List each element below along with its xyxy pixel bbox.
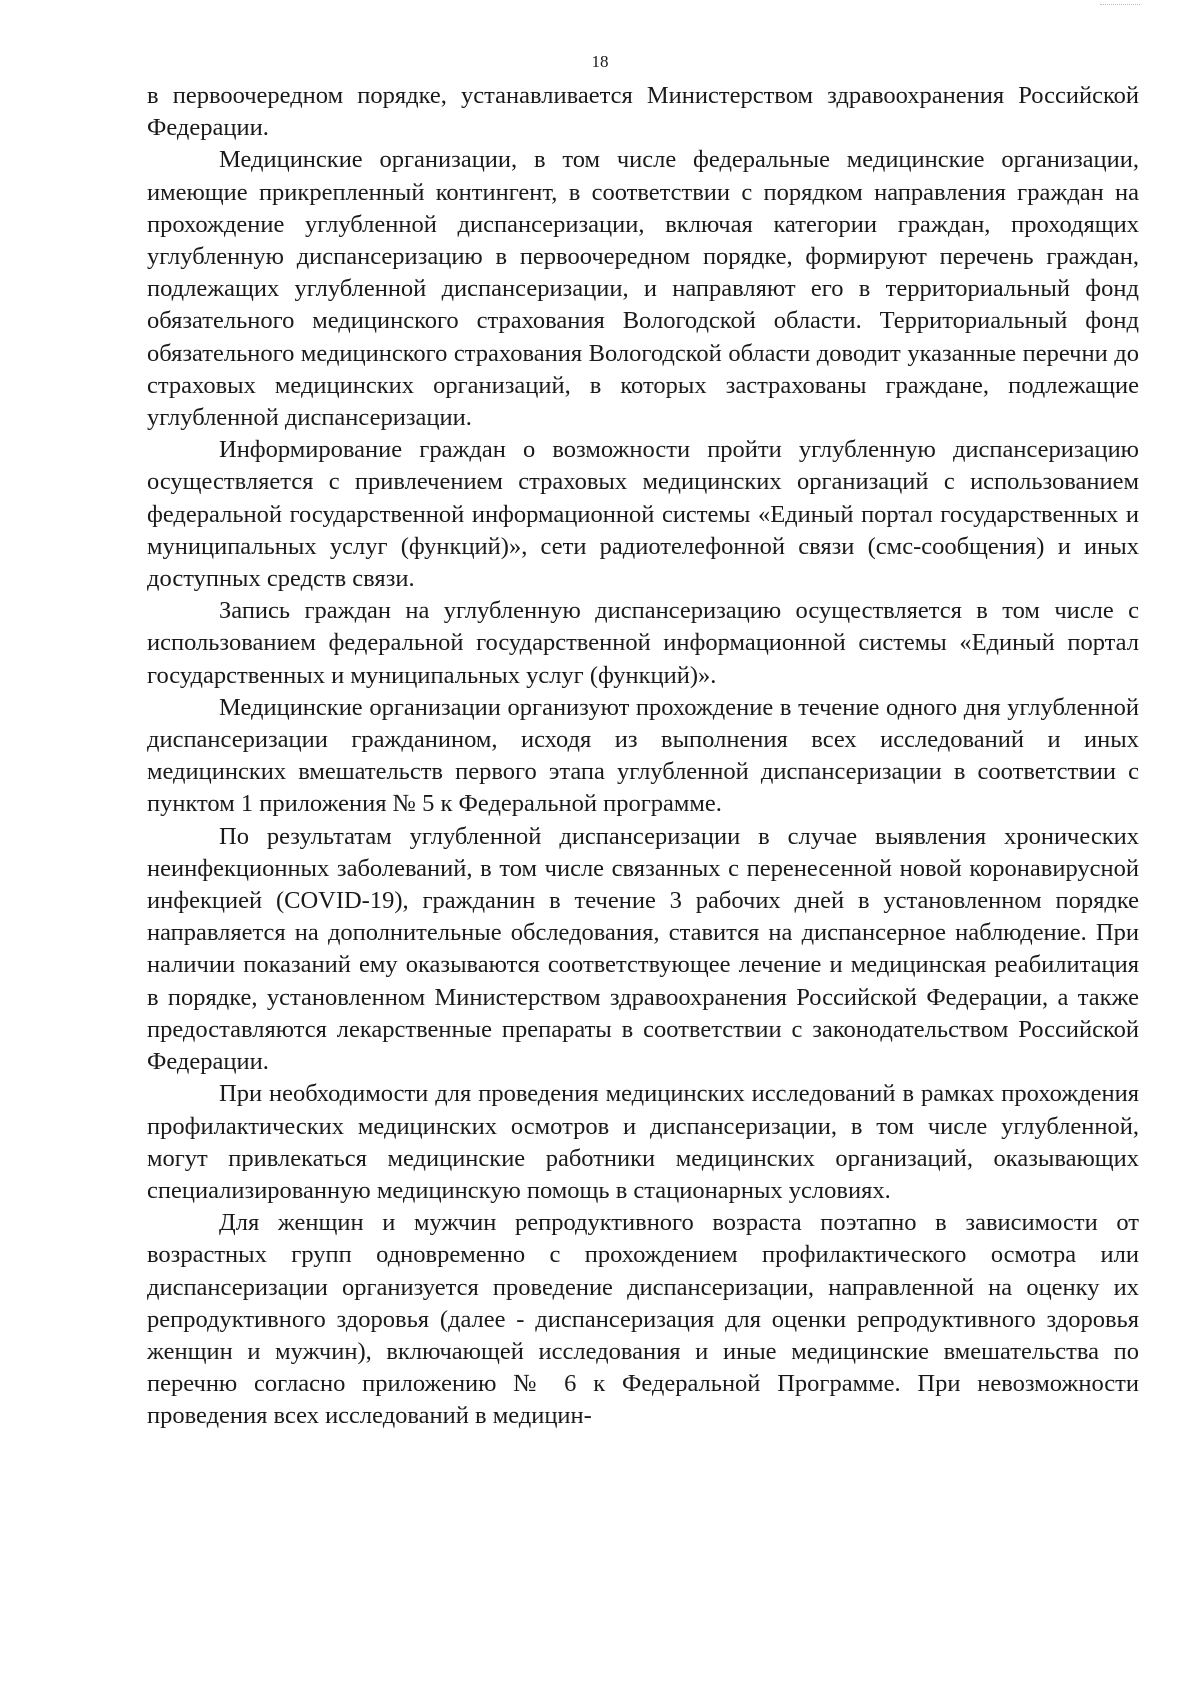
paragraph: Медицинские организации, в том числе федеральные медицинские организации, имеющие прикрепленный контингент, в соответствии с порядком направления граждан на прохождение углубленной диспансеризации, включая категории граждан, проходящих углубленную диспансеризацию в первоочередном порядке, формируют перечень граждан, подлежащих углубленной диспансеризации, и направляют его в территориальный фонд обязательного медицинского страхования Вологодской области. Территориальный фонд обязательного медицинского страхования Вологодской области доводит указанные перечни до страховых медицинских организаций, в которых застрахованы граждане, подлежащие углубленной диспансеризации.: [147, 146, 1139, 432]
paragraph: При необходимости для проведения медицинских исследований в рамках прохождения профилактических медицинских осмотров и диспансеризации, в том числе углубленной, могут привлекаться медицинские работники медицинских организаций, оказывающих специализированную медицинскую помощь в стационарных условиях.: [147, 1080, 1139, 1204]
document-body: [147, 80, 1139, 1433]
paragraph-continued: в первоочередном порядке, устанавливается Министерством здравоохранения Российской Федерации.: [147, 82, 1139, 142]
paragraph: Медицинские организации организуют прохождение в течение одного дня углубленной диспансеризации гражданином, исходя из выполнения всех исследований и иных медицинских вмешательств первого этапа углубленной диспансеризации в соответствии с пунктом 1 приложения № 5 к Федеральной программе.: [147, 693, 1139, 818]
paragraph: Запись граждан на углубленную диспансеризацию осуществляется в том числе с использованием федеральной государственной информационной системы «Единый портал государственных и муниципальных услуг (функций)».: [147, 597, 1139, 689]
scan-corner-mark: [1100, 0, 1140, 5]
paragraph: По результатам углубленной диспансеризации в случае выявления хронических неинфекционных заболеваний, в том числе связанных с перенесенной новой коронавирусной инфекцией (COVID-19), гражданин в течение 3 рабочих дней в установленном порядке направляется на дополнительные обследования, ставится на диспансерное наблюдение. При наличии показаний ему оказываются соответствующее лечение и медицинская реабилитация в порядке, установленном Министерством здравоохранения Российской Федерации, а также предоставляются лекарственные препараты в соответствии с законодательством Российской Федерации.: [147, 822, 1139, 1076]
page-number: 18: [591, 52, 609, 71]
paragraph: Информирование граждан о возможности пройти углубленную диспансеризацию осуществляется с привлечением страховых медицинских организаций с использованием федеральной государственной информационной системы «Единый портал государственных и муниципальных услуг (функций)», сети радиотелефонной связи (смс-сообщения) и иных доступных средств связи.: [147, 436, 1139, 593]
paragraph: Для женщин и мужчин репродуктивного возраста поэтапно в зависимости от возрастных групп одновременно с прохождением профилактического осмотра или диспансеризации организуется проведение диспансеризации, направленной на оценку их репродуктивного здоровья (далее - диспансеризация для оценки репродуктивного здоровья женщин и мужчин), включающей исследования и иные медицинские вмешательства по перечню согласно приложению № 6 к Федеральной Программе. При невозможности проведения всех исследований в медицин-: [147, 1209, 1139, 1430]
